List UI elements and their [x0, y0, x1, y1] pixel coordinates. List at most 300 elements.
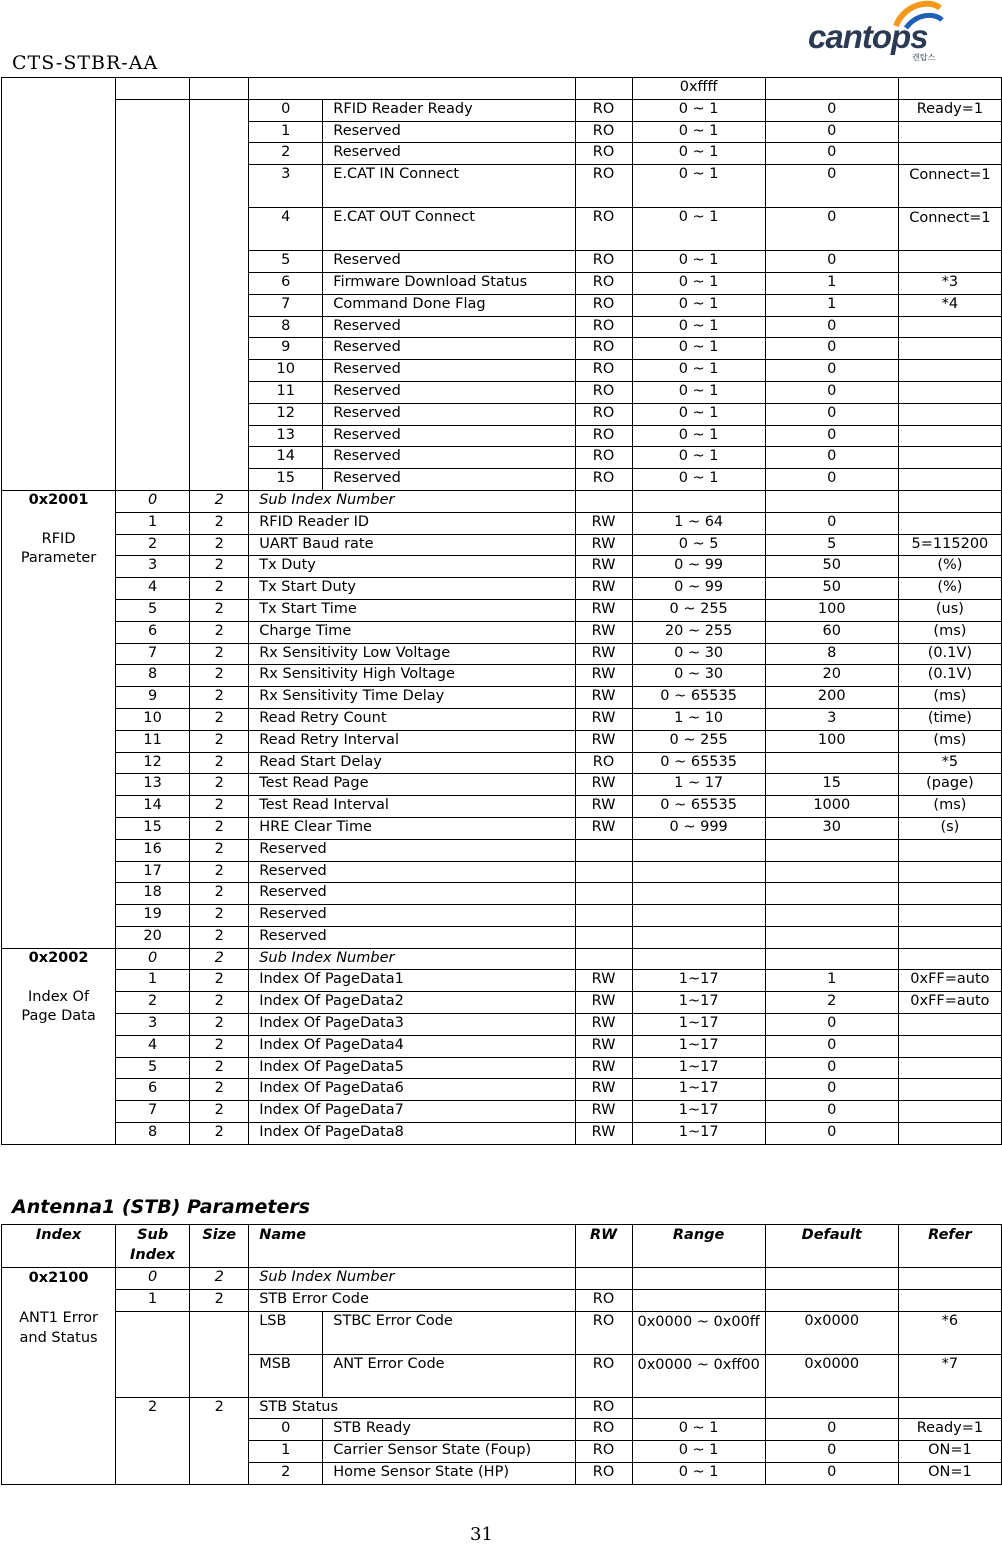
size: 2	[190, 687, 249, 709]
size: 2	[190, 1289, 249, 1311]
param-name: Index Of PageData1	[249, 970, 575, 992]
refer: *4	[898, 294, 1001, 316]
sub-index: 2	[116, 1397, 190, 1484]
param-name: Reserved	[323, 403, 575, 425]
logo-subtext: 캔탑스	[912, 53, 936, 62]
size: 2	[190, 796, 249, 818]
rw: RW	[575, 774, 632, 796]
rw: RW	[575, 1079, 632, 1101]
rw: RO	[575, 360, 632, 382]
range	[632, 839, 765, 861]
index-hex: 0x2002	[28, 949, 89, 966]
refer: 0xFF=auto	[898, 970, 1001, 992]
sub-index: 19	[116, 905, 190, 927]
rw: RW	[575, 817, 632, 839]
default	[765, 948, 898, 970]
refer	[898, 1101, 1001, 1123]
default: 0	[765, 447, 898, 469]
sub-index: 0	[116, 1268, 190, 1290]
size: 2	[190, 1268, 249, 1290]
table-row	[2, 1079, 1002, 1101]
param-name: Firmware Download Status	[323, 272, 575, 294]
refer	[898, 447, 1001, 469]
rw: RO	[575, 338, 632, 360]
refer	[898, 1057, 1001, 1079]
default: 100	[765, 730, 898, 752]
default: 0	[765, 1035, 898, 1057]
bit: 15	[249, 469, 323, 491]
range: 0 ~ 255	[632, 599, 765, 621]
bit: 0	[249, 1419, 323, 1441]
sub-index: 1	[116, 970, 190, 992]
index-label: RFID Parameter	[20, 530, 97, 566]
range: 0 ~ 1	[632, 143, 765, 165]
refer: Ready=1	[898, 99, 1001, 121]
range: 0 ~ 1	[632, 121, 765, 143]
default: 0	[765, 316, 898, 338]
param-name: STBC Error Code	[323, 1311, 575, 1354]
sub-index: 4	[116, 1035, 190, 1057]
refer: (ms)	[898, 730, 1001, 752]
refer: (ms)	[898, 796, 1001, 818]
rw: RO	[575, 294, 632, 316]
range: 0 ~ 5	[632, 534, 765, 556]
default	[765, 1397, 898, 1419]
sub-index: 16	[116, 839, 190, 861]
sub-index: 0	[116, 948, 190, 970]
refer: (page)	[898, 774, 1001, 796]
default	[765, 926, 898, 948]
default: 5	[765, 534, 898, 556]
range: 0 ~ 99	[632, 556, 765, 578]
size: 2	[190, 665, 249, 687]
rw: RW	[575, 534, 632, 556]
cantops-logo	[808, 0, 958, 70]
bit: 14	[249, 447, 323, 469]
range: 0 ~ 1	[632, 1462, 765, 1484]
default: 60	[765, 621, 898, 643]
rw: RO	[575, 447, 632, 469]
param-name: HRE Clear Time	[249, 817, 575, 839]
param-name: Index Of PageData4	[249, 1035, 575, 1057]
param-name: Index Of PageData8	[249, 1123, 575, 1145]
range	[632, 1397, 765, 1419]
table-row	[2, 78, 1002, 100]
rw	[575, 883, 632, 905]
default: 0	[765, 469, 898, 491]
default: 0	[765, 143, 898, 165]
default: 1000	[765, 796, 898, 818]
param-name: Carrier Sensor State (Foup)	[323, 1441, 575, 1463]
default: 0	[765, 381, 898, 403]
size: 2	[190, 926, 249, 948]
default: 0	[765, 338, 898, 360]
logo-wordmark: cantops	[808, 18, 928, 55]
range: 1~17	[632, 1035, 765, 1057]
header-default: Default	[765, 1225, 898, 1268]
size: 2	[190, 905, 249, 927]
refer: (ms)	[898, 621, 1001, 643]
param-name: UART Baud rate	[249, 534, 575, 556]
range: 1 ~ 17	[632, 774, 765, 796]
range: 0 ~ 1	[632, 447, 765, 469]
sub-index	[116, 99, 190, 490]
size: 2	[190, 1079, 249, 1101]
default: 0	[765, 99, 898, 121]
default: 200	[765, 687, 898, 709]
range: 0x0000 ~ 0xff00	[632, 1354, 765, 1397]
table-row	[2, 708, 1002, 730]
table-row	[2, 578, 1002, 600]
param-name: Reserved	[323, 381, 575, 403]
rw: RO	[575, 752, 632, 774]
range	[632, 948, 765, 970]
default	[765, 861, 898, 883]
refer	[898, 1123, 1001, 1145]
table-row	[2, 643, 1002, 665]
sub-index: 12	[116, 752, 190, 774]
default: 1	[765, 272, 898, 294]
default: 0	[765, 1123, 898, 1145]
default: 1	[765, 294, 898, 316]
param-name: Index Of PageData3	[249, 1014, 575, 1036]
rw	[575, 948, 632, 970]
range: 0 ~ 1	[632, 1419, 765, 1441]
table-row	[2, 839, 1002, 861]
rw: RW	[575, 1035, 632, 1057]
index-hex: 0x2100	[28, 1270, 89, 1286]
rw: RO	[575, 1289, 632, 1311]
range	[632, 905, 765, 927]
sub-index: 6	[116, 621, 190, 643]
size: 2	[190, 1035, 249, 1057]
range: 0 ~ 1	[632, 338, 765, 360]
rw: RO	[575, 469, 632, 491]
sub-index: 2	[116, 992, 190, 1014]
size: 2	[190, 534, 249, 556]
bit: 5	[249, 251, 323, 273]
rw: RW	[575, 1101, 632, 1123]
default: 0x0000	[765, 1311, 898, 1354]
range: 0 ~ 1	[632, 381, 765, 403]
default: 100	[765, 599, 898, 621]
size	[190, 99, 249, 490]
range: 1 ~ 10	[632, 708, 765, 730]
rw: RO	[575, 208, 632, 251]
header-name: Name	[249, 1225, 575, 1268]
refer	[898, 78, 1001, 100]
range: 0 ~ 1	[632, 360, 765, 382]
param-name: Reserved	[249, 905, 575, 927]
size: 2	[190, 556, 249, 578]
range: 0 ~ 65535	[632, 687, 765, 709]
default: 0x0000	[765, 1354, 898, 1397]
refer	[898, 512, 1001, 534]
refer: (0.1V)	[898, 643, 1001, 665]
rw: RW	[575, 556, 632, 578]
rw: RO	[575, 403, 632, 425]
table-row	[2, 687, 1002, 709]
param-name: Tx Duty	[249, 556, 575, 578]
bit: 7	[249, 294, 323, 316]
table-row	[2, 1035, 1002, 1057]
param-name: Read Retry Count	[249, 708, 575, 730]
table-row	[2, 1311, 1002, 1354]
rw: RW	[575, 708, 632, 730]
param-name: Reserved	[323, 316, 575, 338]
bit: 1	[249, 1441, 323, 1463]
default: 0	[765, 1101, 898, 1123]
table-row	[2, 1123, 1002, 1145]
range: 1~17	[632, 970, 765, 992]
refer: 5=115200	[898, 534, 1001, 556]
sub-index: 20	[116, 926, 190, 948]
refer	[898, 926, 1001, 948]
sub-index: 18	[116, 883, 190, 905]
refer: *6	[898, 1311, 1001, 1354]
sub-index: 5	[116, 599, 190, 621]
size	[190, 1311, 249, 1397]
sub-index: 7	[116, 643, 190, 665]
index-cell	[2, 490, 116, 948]
range: 1~17	[632, 1123, 765, 1145]
param-name: Home Sensor State (HP)	[323, 1462, 575, 1484]
rw: RW	[575, 687, 632, 709]
table-row	[2, 1014, 1002, 1036]
size: 2	[190, 1397, 249, 1484]
refer	[898, 905, 1001, 927]
table-row	[2, 796, 1002, 818]
sub-index: 10	[116, 708, 190, 730]
table-row	[2, 861, 1002, 883]
default: 50	[765, 578, 898, 600]
default: 8	[765, 643, 898, 665]
refer	[898, 490, 1001, 512]
default: 2	[765, 992, 898, 1014]
table-header-row	[2, 1225, 1002, 1268]
size: 2	[190, 1101, 249, 1123]
size: 2	[190, 621, 249, 643]
sub-index: 7	[116, 1101, 190, 1123]
sub-index: 15	[116, 817, 190, 839]
table-row	[2, 948, 1002, 970]
rw: RO	[575, 165, 632, 208]
sub-index: 0	[116, 490, 190, 512]
sub-index	[116, 78, 190, 100]
refer: ON=1	[898, 1441, 1001, 1463]
parameter-table	[1, 77, 1002, 1145]
index-label: Index Of Page Data	[21, 988, 96, 1024]
section-title: Antenna1 (STB) Parameters	[12, 1196, 311, 1218]
rw	[575, 861, 632, 883]
refer: (%)	[898, 556, 1001, 578]
sub-index: 9	[116, 687, 190, 709]
bit: 1	[249, 121, 323, 143]
default: 3	[765, 708, 898, 730]
refer	[898, 425, 1001, 447]
sub-index	[116, 1311, 190, 1397]
header-index: Index	[2, 1225, 116, 1268]
range: 1~17	[632, 1079, 765, 1101]
range	[632, 490, 765, 512]
rw	[575, 78, 632, 100]
range: 0 ~ 30	[632, 665, 765, 687]
refer: (ms)	[898, 687, 1001, 709]
param-name: Reserved	[323, 447, 575, 469]
sub-index: 13	[116, 774, 190, 796]
rw: RW	[575, 1057, 632, 1079]
rw: RO	[575, 251, 632, 273]
default: 0	[765, 360, 898, 382]
page-number: 31	[470, 1524, 493, 1545]
refer	[898, 251, 1001, 273]
range: 0 ~ 1	[632, 272, 765, 294]
param-name: Rx Sensitivity Low Voltage	[249, 643, 575, 665]
default: 0	[765, 1057, 898, 1079]
range: 0x0000 ~ 0x00ff	[632, 1311, 765, 1354]
size: 2	[190, 1057, 249, 1079]
range: 0 ~ 1	[632, 99, 765, 121]
bit: 10	[249, 360, 323, 382]
refer	[898, 1268, 1001, 1290]
refer	[898, 1014, 1001, 1036]
bit: 3	[249, 165, 323, 208]
refer: ON=1	[898, 1462, 1001, 1484]
bit: 12	[249, 403, 323, 425]
rw: RO	[575, 425, 632, 447]
size: 2	[190, 948, 249, 970]
range: 1~17	[632, 992, 765, 1014]
default	[765, 883, 898, 905]
rw: RO	[575, 1419, 632, 1441]
sub-index: 1	[116, 512, 190, 534]
param-name: RFID Reader Ready	[323, 99, 575, 121]
rw: RO	[575, 316, 632, 338]
refer: Connect=1	[898, 165, 1001, 208]
size: 2	[190, 752, 249, 774]
rw	[575, 905, 632, 927]
antenna-parameter-table	[1, 1224, 1002, 1485]
table-row	[2, 556, 1002, 578]
rw: RO	[575, 121, 632, 143]
refer: Connect=1	[898, 208, 1001, 251]
refer: *5	[898, 752, 1001, 774]
param-name: Tx Start Duty	[249, 578, 575, 600]
size: 2	[190, 643, 249, 665]
default: 0	[765, 512, 898, 534]
refer: (0.1V)	[898, 665, 1001, 687]
default: 0	[765, 1441, 898, 1463]
sub-index: 1	[116, 1289, 190, 1311]
refer	[898, 948, 1001, 970]
param-name: Reserved	[249, 839, 575, 861]
bit: 0	[249, 99, 323, 121]
range: 0 ~ 1	[632, 165, 765, 208]
default	[765, 78, 898, 100]
index-hex: 0x2001	[28, 491, 89, 508]
header-refer: Refer	[898, 1225, 1001, 1268]
bit: 11	[249, 381, 323, 403]
rw: RW	[575, 1014, 632, 1036]
table-row	[2, 534, 1002, 556]
rw: RW	[575, 730, 632, 752]
refer	[898, 143, 1001, 165]
rw: RW	[575, 796, 632, 818]
param-name: Index Of PageData2	[249, 992, 575, 1014]
param-name: Index Of PageData5	[249, 1057, 575, 1079]
param-name	[249, 78, 575, 100]
table-row	[2, 970, 1002, 992]
table-row	[2, 905, 1002, 927]
rw: RW	[575, 970, 632, 992]
refer	[898, 121, 1001, 143]
range: 0 ~ 999	[632, 817, 765, 839]
range: 0 ~ 1	[632, 403, 765, 425]
refer	[898, 883, 1001, 905]
refer: (us)	[898, 599, 1001, 621]
size: 2	[190, 730, 249, 752]
default: 0	[765, 425, 898, 447]
range: 1~17	[632, 1057, 765, 1079]
size: 2	[190, 578, 249, 600]
size: 2	[190, 839, 249, 861]
table-row	[2, 621, 1002, 643]
range	[632, 861, 765, 883]
default	[765, 839, 898, 861]
range: 0 ~ 65535	[632, 796, 765, 818]
bit: 8	[249, 316, 323, 338]
default: 0	[765, 208, 898, 251]
size: 2	[190, 599, 249, 621]
range: 0 ~ 30	[632, 643, 765, 665]
rw: RW	[575, 665, 632, 687]
refer: (%)	[898, 578, 1001, 600]
document-code: CTS-STBR-AA	[12, 52, 159, 74]
size	[190, 78, 249, 100]
index-cell	[2, 1268, 116, 1485]
header-range: Range	[632, 1225, 765, 1268]
param-name: Reserved	[323, 338, 575, 360]
table-row	[2, 1268, 1002, 1290]
size: 2	[190, 970, 249, 992]
bit: 9	[249, 338, 323, 360]
table-row	[2, 926, 1002, 948]
table-row	[2, 752, 1002, 774]
table-row	[2, 665, 1002, 687]
refer: *7	[898, 1354, 1001, 1397]
param-name: Index Of PageData7	[249, 1101, 575, 1123]
refer	[898, 1397, 1001, 1419]
param-name: STB Status	[249, 1397, 575, 1419]
param-name: Reserved	[323, 121, 575, 143]
rw: RW	[575, 621, 632, 643]
param-name: Reserved	[323, 469, 575, 491]
range: 0 ~ 65535	[632, 752, 765, 774]
param-name: Read Retry Interval	[249, 730, 575, 752]
table-row	[2, 883, 1002, 905]
rw: RW	[575, 578, 632, 600]
sub-index: 17	[116, 861, 190, 883]
range: 1~17	[632, 1014, 765, 1036]
default: 0	[765, 1462, 898, 1484]
param-name: Reserved	[249, 926, 575, 948]
rw	[575, 490, 632, 512]
table-row	[2, 1101, 1002, 1123]
param-name: Rx Sensitivity High Voltage	[249, 665, 575, 687]
sub-index: 8	[116, 1123, 190, 1145]
rw: RO	[575, 1311, 632, 1354]
rw: RW	[575, 992, 632, 1014]
